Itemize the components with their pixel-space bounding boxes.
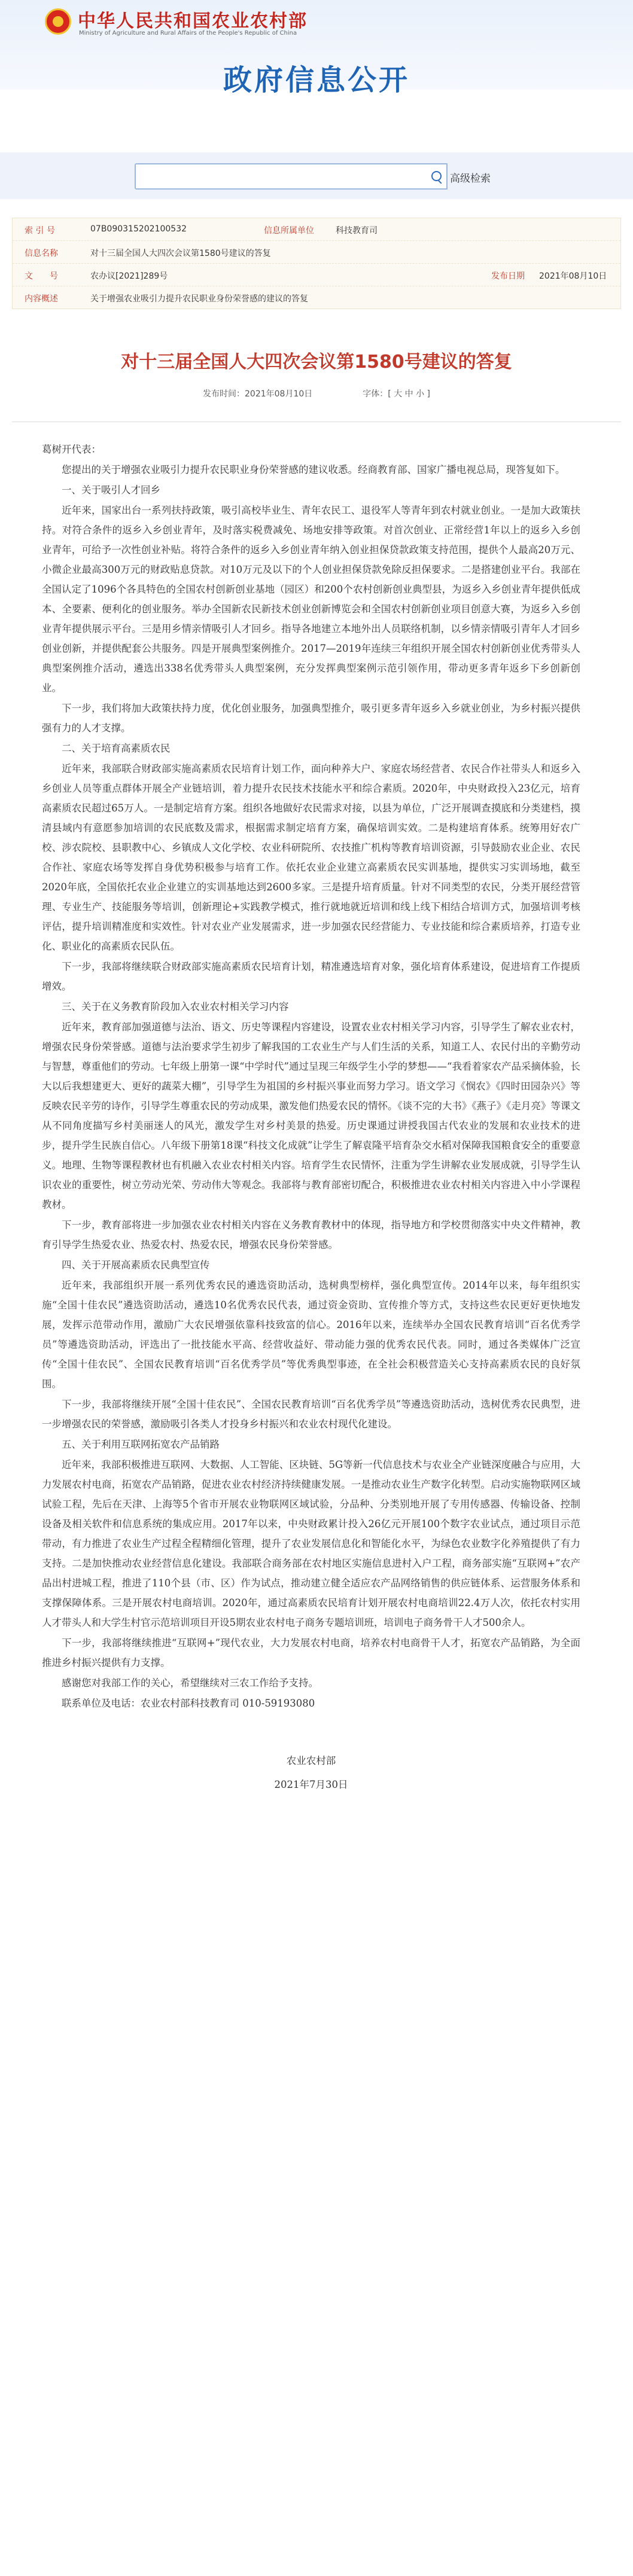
meta-value: 对十三届全国人大四次会议第1580号建议的答复 <box>90 249 271 258</box>
article-meta[interactable]: 发布时间：2021年08月10日 字体：[ 大 中 小 ] <box>203 389 430 399</box>
body-paragraph: 您提出的关于增强农业吸引力提升农民职业身份荣誉感的建议收悉。经商教育部、国家广播电视总局，现答复如下。 <box>62 464 565 475</box>
site-title[interactable]: 中华人民共和国农业农村部 <box>78 11 308 32</box>
site-header <box>0 0 633 97</box>
body-paragraph: 四、关于开展高素质农民典型宣传 <box>62 1259 210 1271</box>
signature-date: 2021年7月30日 <box>274 1779 348 1790</box>
info-table <box>12 218 621 309</box>
meta-label: 发布日期 <box>491 271 525 281</box>
body-paragraph: 一、关于吸引人才回乡 <box>62 484 160 496</box>
meta-value: 07B090315202100532 <box>90 224 187 234</box>
meta-row-docno <box>13 264 620 286</box>
body-paragraph: 三、关于在义务教育阶段加入农业农村相关学习内容 <box>62 1001 289 1012</box>
meta-row-index <box>13 218 620 241</box>
page-heading: 政府信息公开 <box>223 63 410 97</box>
body-paragraph: 近年来，我部组织开展一系列优秀农民的遴选资助活动，选树典型榜样，强化典型宣传。2014年以来，每年组织实施“全国十佳农民”遴选资助活动，遴选10名优秀农民代表，通过资金资助、宣传推介等方式，支持这些农民更好更快地发展，发挥示范带动作用，激励广大农民增强依靠科技致富的信心。2016年以来，连续举办全国农民教育培训“百名优秀学员”等遴选资助活动，评选出了一批技能水平高、经营收益好、带动能力强的优秀农民代表。同时，通过各类媒体广泛宣传“全国十佳农民”、全国农民教育培训“百名优秀学员”等优秀典型事迹，在全社会积极营造关心支持高素质农民的良好氛围。 <box>42 1280 580 1390</box>
body-paragraph: 下一步，我部将继续开展“全国十佳农民”、全国农民教育培训“百名优秀学员”等遴选资助活动，选树优秀农民典型，进一步增强农民的荣誉感，激励吸引各类人才投身乡村振兴和农业农村现代化建设。 <box>42 1399 580 1430</box>
signature <box>42 1749 580 1797</box>
signature-org: 农业农村部 <box>286 1755 336 1766</box>
meta-row-desc <box>13 286 620 309</box>
meta-label: 内容概述 <box>25 294 58 304</box>
body-paragraph: 联系单位及电话：农业农村部科技教育司 010-59193080 <box>62 1698 315 1709</box>
search-icon <box>431 171 442 181</box>
meta-label: 信息名称 <box>25 249 58 258</box>
article-header <box>12 347 621 399</box>
meta-value: 农办议[2021]289号 <box>90 271 168 281</box>
meta-label: 文 号 <box>25 271 58 281</box>
paragraph-list <box>42 460 580 1713</box>
body-paragraph: 下一步，我部将继续联合财政部实施高素质农民培育计划，精准遴选培育对象，强化培育体系建设，促进培育工作提质增效。 <box>42 961 580 992</box>
advanced-search-link[interactable]: 高级检索 <box>450 173 491 185</box>
meta-row-name <box>13 241 620 264</box>
body-paragraph: 下一步，教育部将进一步加强农业农村相关内容在义务教育教材中的体现，指导地方和学校贯彻落实中央文件精神，教育引导学生热爱农业、热爱农村、热爱农民，增强农民身份荣誉感。 <box>42 1219 580 1250</box>
salutation: 葛树开代表： <box>42 444 101 455</box>
body-paragraph: 五、关于利用互联网拓宽农产品销路 <box>62 1439 220 1450</box>
body-paragraph: 感谢您对我部工作的关心，希望继续对三农工作给予支持。 <box>62 1677 318 1689</box>
article-body <box>42 439 580 1797</box>
body-paragraph: 近年来，国家出台一系列扶持政策，吸引高校毕业生、青年农民工、退役军人等青年到农村就业创业。一是加大政策扶持。对符合条件的返乡入乡创业青年，及时落实税费减免、场地安排等政策。对首次创业、正常经营1年以上的返乡入乡创业青年，可给予一次性创业补贴。将符合条件的返乡入乡创业青年纳入创业担保贷款政策支持范围，提供个人最高20万元、小微企业最高300万元的财政贴息贷款。对10万元及以下的个人创业担保贷款免除反担保要求。二是搭建创业平台。我部在全国认定了1096个各具特色的全国农村创新创业基地（园区）和200个农村创新创业典型县，为返乡入乡创业青年提供低成本、全要素、便利化的创业服务。举办全国新农民新技术创业创新博览会和全国农村创新创业项目创意大赛，为返乡入乡创业青年提供展示平台。三是用乡情亲情吸引人才回乡。指导各地建立本地外出人员联络机制，以乡情亲情吸引青年人才回乡创业创新，并提供配套公共服务。四是开展典型案例推介。2017—2019年连续三年组织开展全国农村创新创业优秀带头人典型案例推介活动，遴选出338名优秀带头人典型案例，充分发挥典型案例示范引领作用，带动更多青年返乡下乡创新创业。 <box>42 505 580 694</box>
search-button[interactable] <box>426 163 448 190</box>
meta-label: 索 引 号 <box>25 226 55 236</box>
site-subtitle: Ministry of Agriculture and Rural Affairs of the People's Republic of China <box>79 30 297 36</box>
meta-label: 信息所属单位 <box>264 226 314 236</box>
body-paragraph: 近年来，教育部加强道德与法治、语文、历史等课程内容建设，设置农业农村相关学习内容，引导学生了解农业农村，增强农民身份荣誉感。道德与法治要求学生初步了解我国的工农业生产与人们生活的关系，知道工人、农民付出的辛勤劳动与智慧，尊重他们的劳动。七年级上册第一课“中学时代”通过呈现三年级学生小学的梦想——“我看着家农产品采摘体验，长大以后我想建更大、更好的蔬菜大棚”，引导学生为祖国的乡村振兴事业而努力学习。语文学习《悯农》《四时田园杂兴》等反映农民辛劳的诗作，引导学生尊重农民的劳动成果，激发他们热爱农民的情怀。《谈不完的大书》《燕子》《走月亮》等课文从不同角度描写乡村美丽迷人的风光，激发学生对乡村美景的热爱。历史课通过讲授我国古代农业的发展和农业技术的进步，提升学生民族自信心。八年级下册第18课“科技文化成就”让学生了解袁隆平培育杂交水稻对保障我国粮食安全的重要意义。地理、生物等课程教材也有机融入农业农村相关内容。培育学生农民情怀，注重为学生讲解农业发展成就，引导学生认识农业的重要性，树立劳动光荣、劳动伟大等观念。我部将与教育部密切配合，积极推进农业农村相关内容进入中小学课程教材。 <box>42 1021 580 1210</box>
body-paragraph: 近年来，我部积极推进互联网、大数据、人工智能、区块链、5G等新一代信息技术与农业全产业链深度融合与应用，大力发展农村电商，拓宽农产品销路，促进农业农村经济持续健康发展。一是推动农业生产数字化转型。启动实施物联网区域试验工程，先后在天津、上海等5个省市开展农业物联网区域试验，分品种、分类别地开展了专用传感器、传输设备、控制设备及相关软件和信息系统的集成应用。2017年以来，中央财政累计投入26亿元开展100个数字农业试点，通过项目示范带动，有力推进了农业生产过程全程精细化管理，提升了农业发展信息化和智能化水平，为绿色农业数字化养殖提供了有力支持。二是加快推动农业经营信息化建设。我部联合商务部在农村地区实施信息进村入户工程，商务部实施“互联网+”农产品出村进城工程，推进了110个县（市、区）作为试点，推动建立健全适应农产品网络销售的供应链体系、运营服务体系和支撑保障体系。三是开展农村电商培训。2020年，通过高素质农民培育计划开展农村电商培训22.4万人次，依托农村实用人才带头人和大学生村官示范培训项目开设5期农业农村电子商务专题培训班，培训电子商务骨干人才500余人。 <box>42 1459 580 1628</box>
meta-value: 关于增强农业吸引力提升农民职业身份荣誉感的建议的答复 <box>90 294 308 304</box>
body-paragraph: 下一步，我部将继续推进“互联网+”现代农业，大力发展农村电商，培养农村电商骨干人才，拓宽农产品销路，为全面推进乡村振兴提供有力支撑。 <box>42 1637 580 1668</box>
meta-value: 科技教育司 <box>336 226 378 236</box>
body-paragraph: 近年来，我部联合财政部实施高素质农民培育计划工作，面向种养大户、家庭农场经营者、农民合作社带头人和返乡入乡创业人员等重点群体开展全产业链培训，着力提升农民技术技能水平和综合素质。2020年，中央财政投入23亿元，培育高素质农民超过65万人。一是制定培育方案。组织各地做好农民需求对接，以县为单位，广泛开展调查摸底和分类建档，摸清县域内有意愿参加培训的农民底数及需求，根据需求制定培育方案，确保培训实效。二是构建培育体系。统筹用好农广校、涉农院校、县职教中心、乡镇成人文化学校、农业科研院所、农技推广机构等教育培训资源，引导鼓励农业企业、农民合作社、家庭农场等发挥自身优势积极参与培育工作。依托农业企业建立高素质农民实训基地，提供实习实训场地，截至2020年底，全国依托农业企业建立的实训基地达到2600多家。三是提升培育质量。针对不同类型的农民，分类开展经营管理、专业生产、技能服务等培训，创新理论+实践教学模式，推行就地就近培训和线上线下相结合培训方式，加强培训考核评估，提升培训精准度和实效性。针对农业产业发展需求，进一步加强农民经营能力、专业技能和综合素质培养，打造专业化、职业化的高素质农民队伍。 <box>42 763 580 952</box>
article-title: 对十三届全国人大四次会议第1580号建议的答复 <box>121 352 512 373</box>
body-paragraph: 下一步，我们将加大政策扶持力度，优化创业服务，加强典型推介，吸引更多青年返乡入乡就业创业，为乡村振兴提供强有力的人才支撑。 <box>42 703 580 734</box>
meta-value: 2021年08月10日 <box>539 271 607 281</box>
search-input[interactable] <box>135 163 428 190</box>
national-emblem-logo[interactable] <box>45 8 71 35</box>
body-paragraph: 二、关于培育高素质农民 <box>62 743 171 754</box>
